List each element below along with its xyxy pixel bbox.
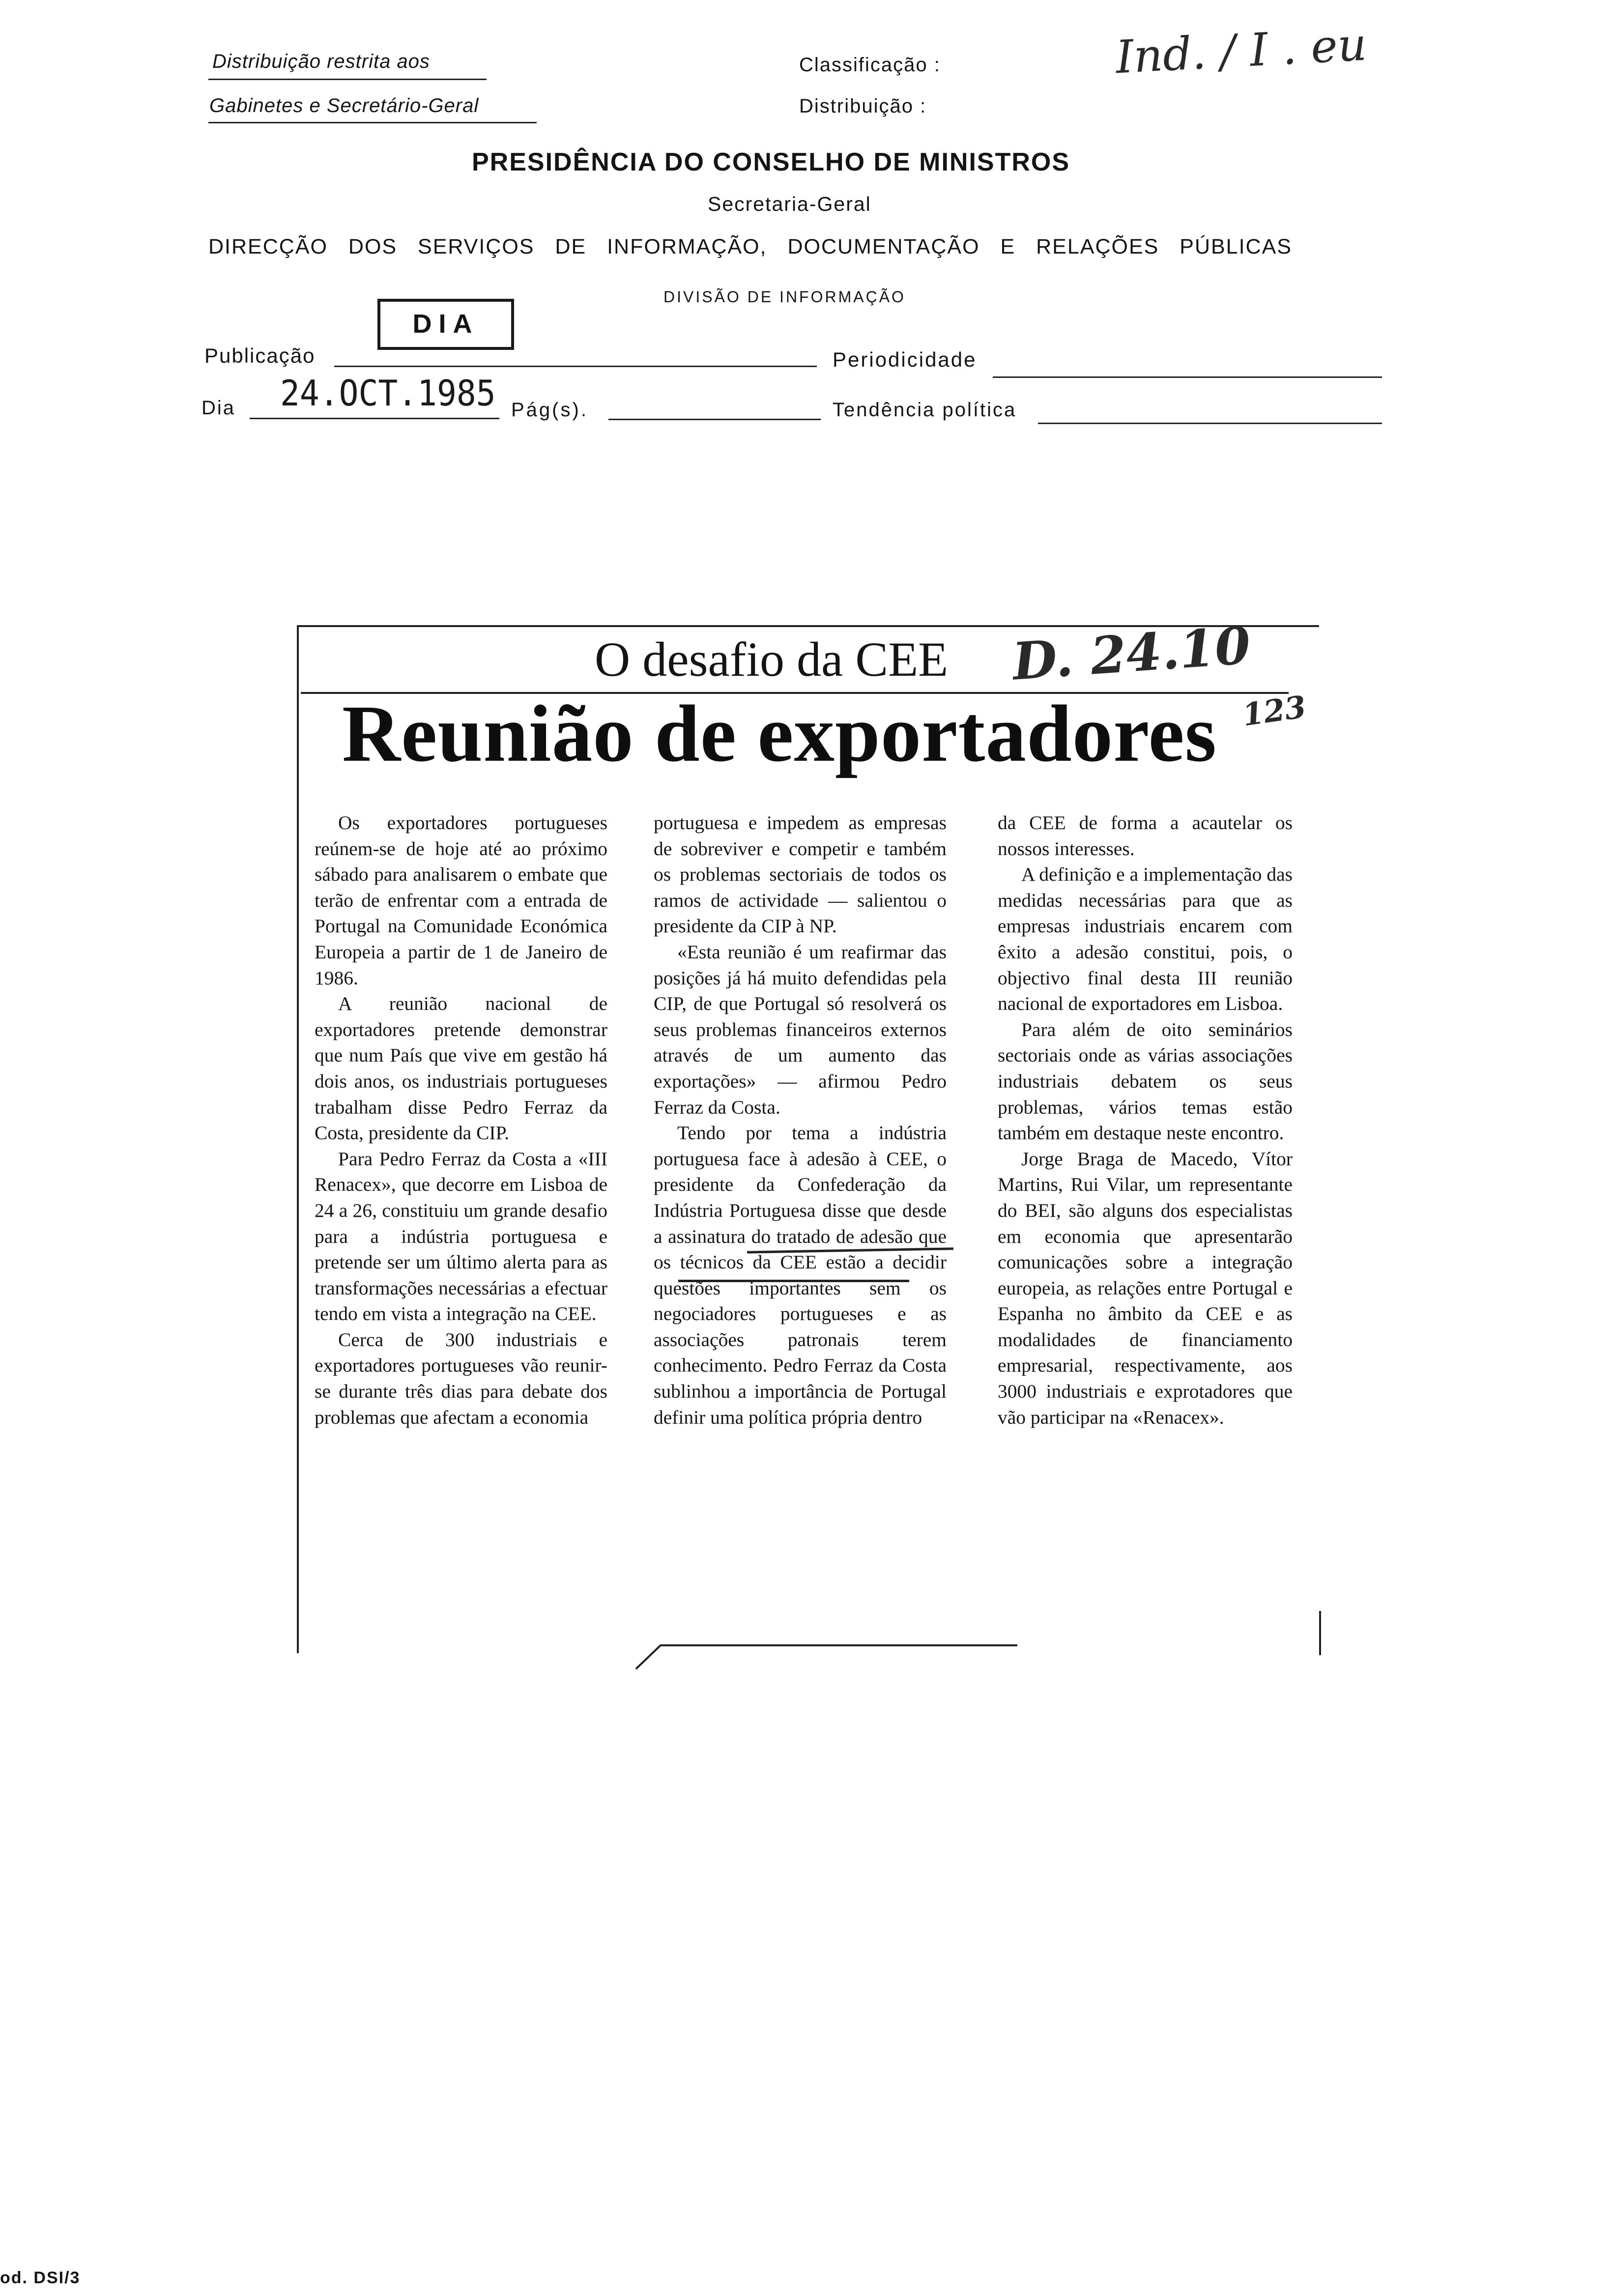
directorate-line: DIRECÇÃO DOS SERVIÇOS DE INFORMAÇÃO, DOCUMENTAÇÃO E RELAÇÕES PÚBLICAS: [208, 235, 1292, 258]
org-subtitle: Secretaria-Geral: [708, 193, 871, 215]
periodicity-underline: [993, 376, 1382, 378]
clipping-cut-line: [634, 1641, 1027, 1671]
periodicity-label: Periodicidade: [833, 348, 977, 371]
paragraph: portuguesa e impedem as empresas de sobreviver e competir e também os problemas sectoriais de todos os ramos de actividade — salientou o presidente da CIP à NP.: [654, 812, 947, 937]
distribution-label: Distribuição :: [799, 95, 927, 117]
paragraph: A reunião nacional de exportadores pretende demonstrar que num País que vive em gestão há dois anos, os industriais portugueses trabalham disse Pedro Ferraz da Costa, presidente da CIP.: [315, 993, 607, 1144]
pages-underline: [608, 419, 821, 420]
pen-strike-mark: [678, 1280, 909, 1282]
paragraph: Os exportadores portugueses reúnem-se de hoje até ao próximo sábado para analisarem o embate que terão de enfrentar com a entrada de Portugal na Comunidade Económica Europeia a partir de 1 de Janeiro de 1986.: [315, 812, 607, 989]
day-label: Dia: [202, 397, 236, 419]
restricted-distribution-line2: Gabinetes e Secretário-Geral: [209, 95, 479, 116]
article-column-1: [315, 810, 607, 1430]
paragraph: A definição e a implementação das medidas necessárias para que as empresas industriais encarem com êxito a adesão constitui, pois, o objectivo final desta III reunião nacional de exportadores em Lisboa.: [998, 863, 1293, 1015]
form-code: od. DSI/3: [0, 2268, 81, 2287]
paragraph: da CEE de forma a acautelar os nossos interesses.: [998, 812, 1293, 860]
publication-label: Publicação: [204, 344, 316, 367]
article-kicker: O desafio da CEE: [595, 632, 949, 687]
article-column-2: [654, 810, 947, 1430]
day-underline: [250, 418, 499, 419]
tendency-label: Tendência política: [833, 399, 1017, 421]
restricted-underline-2: [208, 122, 537, 123]
article-headline: Reunião de exportadores: [342, 689, 1217, 778]
day-value: 24.OCT.1985: [280, 373, 496, 414]
clipping-frame-right: [1319, 1611, 1321, 1655]
paragraph: Cerca de 300 industriais e exportadores portugueses vão reunir-se durante três dias para debate dos problemas que afectam a economia: [315, 1328, 607, 1428]
publication-stamp-box: [377, 299, 514, 350]
paragraph: Jorge Braga de Macedo, Vítor Martins, Rui Vilar, um representante do BEI, são alguns dos especialistas em economia que apresentarão comunicações sobre a integração europeia, as relações entre Portugal e Espanha no âmbito da CEE e as modalidades de financiamento empresarial, respectivamente, aos 3000 industriais e exprotadores que vão participar na «Renacex».: [998, 1148, 1293, 1428]
handwritten-page-number: 123: [1240, 689, 1308, 733]
paragraph: «Esta reunião é um reafirmar das posições já há muito defendidas pela CIP, de que Portugal só resolverá os seus problemas financeiros externos através de um aumento das exportações» — afirmou Pedro Ferraz da Costa.: [654, 941, 947, 1118]
tendency-underline: [1038, 423, 1382, 424]
classification-label: Classificação :: [799, 54, 941, 76]
paragraph: Para além de oito seminários sectoriais onde as várias associações industriais debatem os seus problemas, vários temas estão também em destaque neste encontro.: [998, 1018, 1293, 1144]
org-title: PRESIDÊNCIA DO CONSELHO DE MINISTROS: [472, 148, 1070, 176]
publication-underline: [334, 366, 817, 367]
paragraph: Para Pedro Ferraz da Costa a «III Renacex», que decorre em Lisboa de 24 a 26, constituiu um grande desafio para a indústria portuguesa e pretende ser um último alerta para as transformações necessárias a efectuar tendo em vista a integração na CEE.: [315, 1148, 607, 1325]
clipping-frame-left: [297, 625, 299, 1653]
restricted-distribution-line1: Distribuição restrita aos: [212, 51, 430, 72]
publication-value: DIA: [412, 309, 479, 339]
handwritten-annotation-article: D. 24.10: [1010, 615, 1253, 692]
handwritten-annotation-top: Ind. / I . eu: [1114, 18, 1368, 84]
article-column-3: [998, 810, 1293, 1430]
restricted-underline-1: [208, 79, 487, 80]
paragraph: Tendo por tema a indústria portuguesa face à adesão à CEE, o presidente da Confederação da Indústria Portuguesa disse que desde a assinatura do tratado de adesão que os técnicos da CEE estão a decidir questões importantes sem os negociadores portugueses e as associações patronais terem conhecimento. Pedro Ferraz da Costa sublinhou a importância de Portugal definir uma política própria dentro: [654, 1122, 947, 1428]
pages-label: Pág(s).: [511, 399, 588, 421]
division-label: DIVISÃO DE INFORMAÇÃO: [663, 288, 906, 306]
